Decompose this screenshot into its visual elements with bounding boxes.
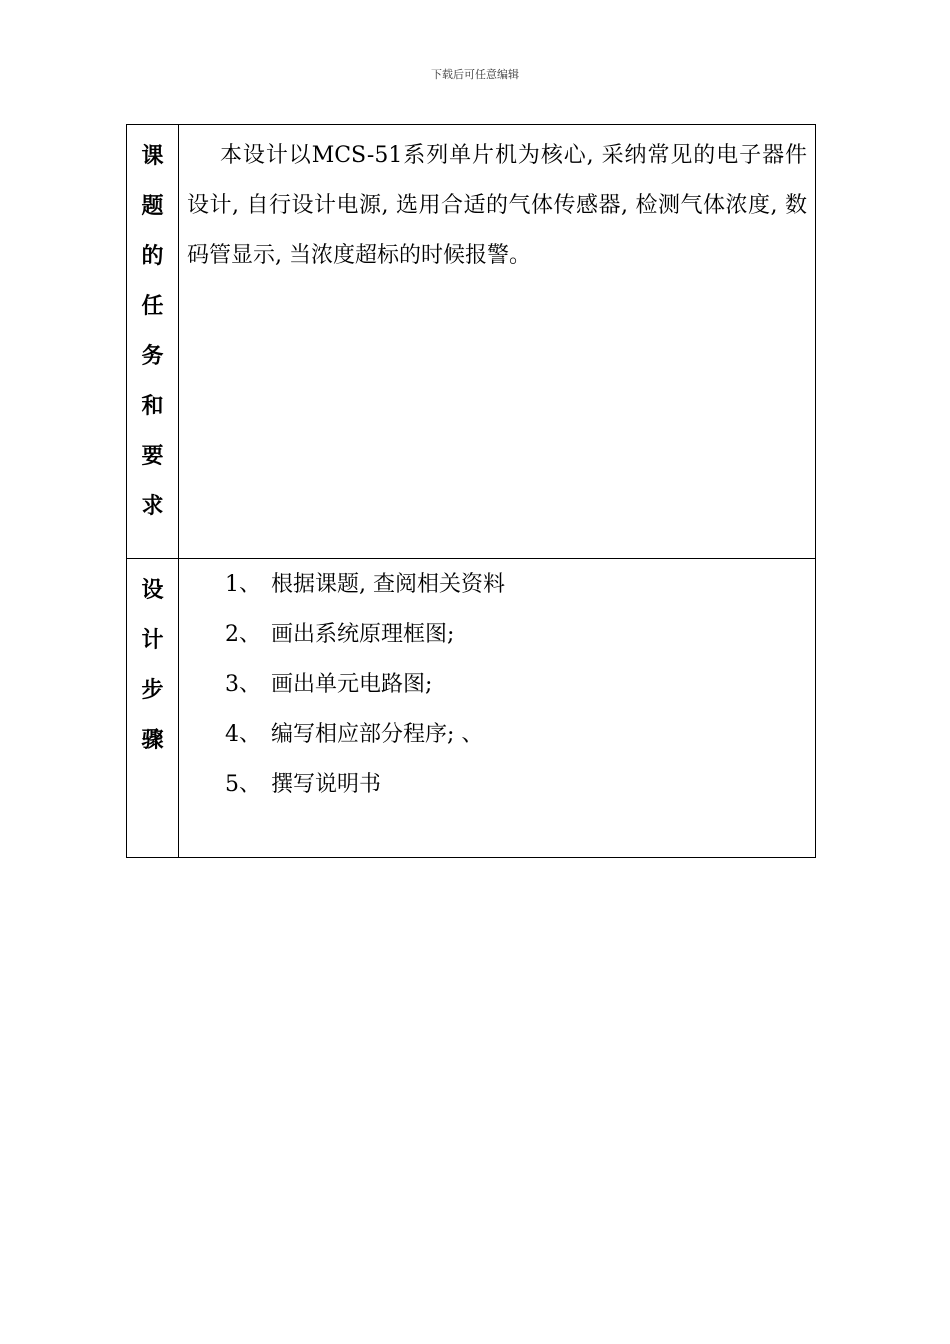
step-text: 编写相应部分程序; 、 [271,722,484,747]
table-row-task-requirements [127,125,816,559]
list-item [225,760,815,810]
step-number: 4、 [225,722,261,747]
step-number: 3、 [225,672,261,697]
label-char: 设 [141,577,164,603]
design-steps-content [179,559,816,858]
row-label-design-steps [127,559,179,858]
step-text: 画出系统原理框图; [271,622,455,647]
label-char: 骤 [141,727,164,753]
label-char: 的 [141,243,164,269]
label-char: 和 [141,393,164,419]
task-requirements-content [179,125,816,559]
task-description: 本设计以MCS-51系列单片机为核心, 采纳常见的电子器件设计, 自行设计电源, 选用合适的气体传感器, 检测气体浓度, 数码管显示, 当浓度超标的时候报警。 [187,143,807,268]
step-text: 根据课题, 查阅相关资料 [271,572,505,597]
step-text: 撰写说明书 [271,772,382,797]
label-char: 计 [141,627,164,653]
vertical-label [127,131,178,531]
table-row-design-steps [127,559,816,858]
vertical-label [127,565,178,765]
list-item [225,660,815,710]
page-header-note: 下载后可任意编辑 [431,68,519,81]
label-char: 务 [141,343,164,369]
label-char: 求 [141,493,164,519]
list-item [225,710,815,760]
row-label-task-requirements [127,125,179,559]
steps-list [179,560,815,810]
design-task-table [126,124,816,858]
step-number: 2、 [225,622,261,647]
label-char: 题 [141,193,164,219]
step-text: 画出单元电路图; [271,672,433,697]
list-item [225,560,815,610]
label-char: 课 [141,143,164,169]
label-char: 步 [141,677,164,703]
step-number: 5、 [225,772,261,797]
list-item [225,610,815,660]
step-number: 1、 [225,572,261,597]
label-char: 要 [141,443,164,469]
label-char: 任 [141,293,164,319]
